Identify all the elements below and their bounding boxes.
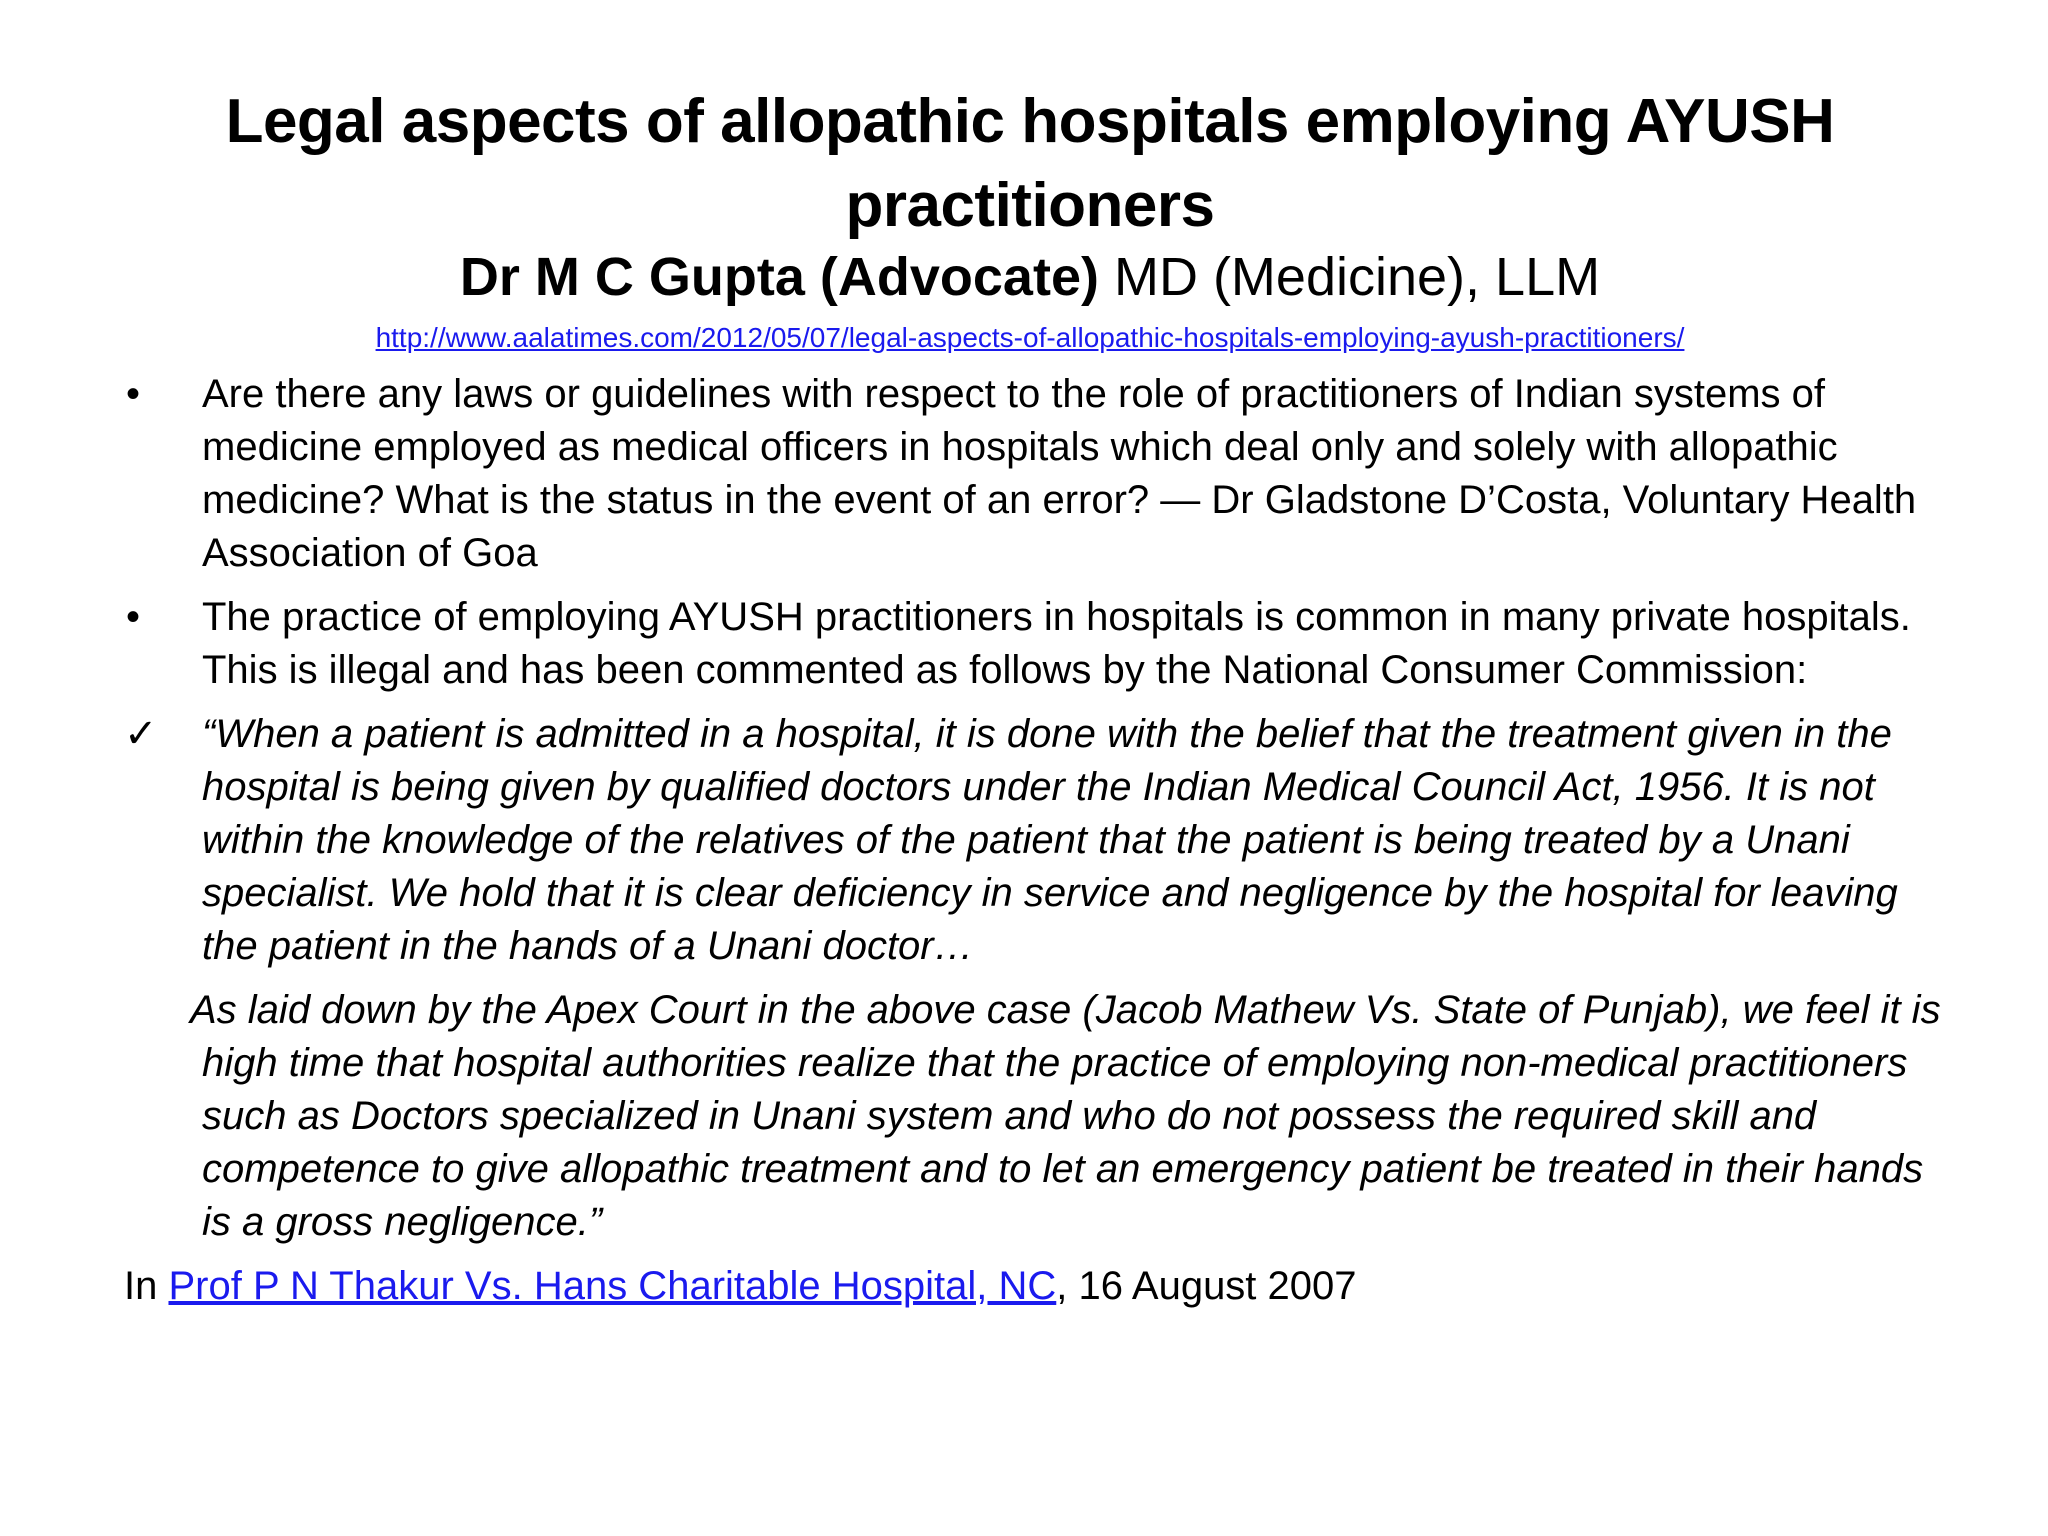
slide-body: [120, 368, 1960, 1313]
author-line: [180, 244, 1880, 310]
bullet-marker: •: [126, 372, 141, 416]
source-url-link[interactable]: http://www.aalatimes.com/2012/05/07/legal-aspects-of-allopathic-hospitals-employing-ayush-practitioners/: [375, 322, 1685, 353]
bullet-question: [120, 368, 1960, 580]
case-citation: [120, 1260, 1960, 1313]
check-mark-icon: ✓: [124, 711, 158, 757]
citation-prefix: In: [124, 1264, 169, 1308]
bullet-text: The practice of employing AYUSH practitioners in hospitals is common in many private hospitals. This is illegal and has been commented as follows by the National Consumer Commission:: [202, 595, 1911, 692]
source-url-line: [180, 320, 1880, 356]
quote-paragraph-1: “When a patient is admitted in a hospital, it is done with the belief that the treatment given in the hospital is being given by qualified doctors under the Indian Medical Council Act, 1956. It is not within the knowledge of the relatives of the patient that the patient is being treated by a Unani specialist. We hold that it is clear deficiency in service and negligence by the hospital for leaving the patient in the hands of a Unani doctor…: [202, 712, 1898, 968]
author-name: Dr M C Gupta (Advocate): [459, 247, 1099, 307]
bullet-practice: [120, 591, 1960, 697]
author-credentials: MD (Medicine), LLM: [1098, 247, 1601, 307]
slide-title: Legal aspects of allopathic hospitals employing AYUSH practitioners: [225, 87, 1835, 240]
case-link[interactable]: Prof P N Thakur Vs. Hans Charitable Hospital, NC: [168, 1264, 1057, 1308]
quote-paragraph-2: As laid down by the Apex Court in the above case (Jacob Mathew Vs. State of Punjab), we feel it is high time that hospital authorities realize that the practice of employing non-medical practitioners such as Doctors specialized in Unani system and who do not possess the required skill and competence to give allopathic treatment and to let an emergency patient be treated in their hands is a gross negligence.”: [190, 988, 1941, 1244]
quote-item: [120, 708, 1960, 973]
citation-date: , 16 August 2007: [1056, 1264, 1357, 1308]
bullet-marker: •: [126, 595, 141, 639]
bullet-text: Are there any laws or guidelines with respect to the role of practitioners of Indian systems of medicine employed as medical officers in hospitals which deal only and solely with allopathic medicine? What is the status in the event of an error? — Dr Gladstone D’Costa, Voluntary Health Association of Goa: [202, 372, 1917, 575]
